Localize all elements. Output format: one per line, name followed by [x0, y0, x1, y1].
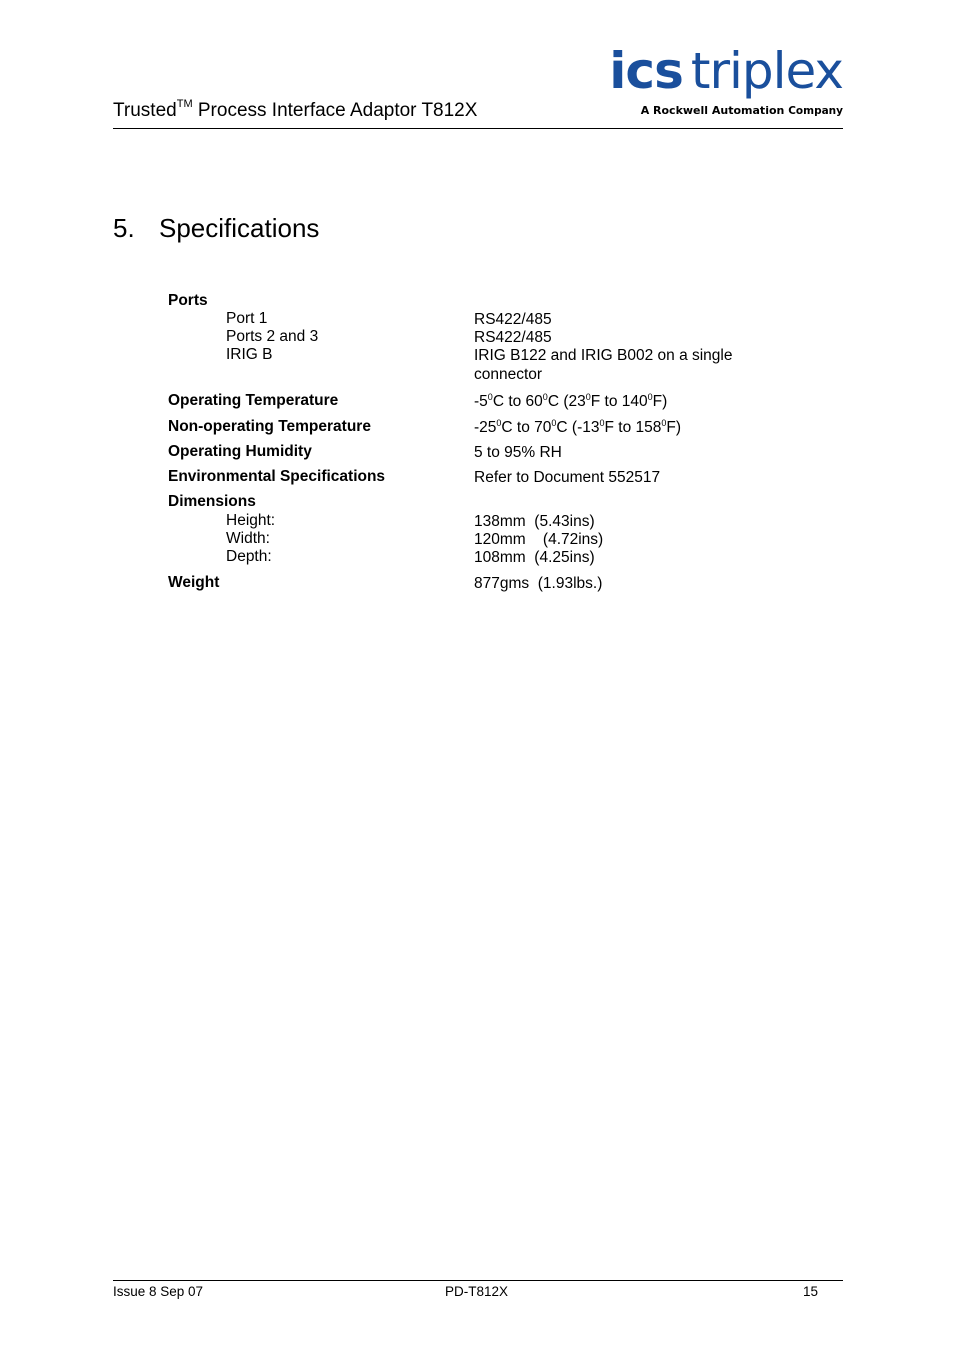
- spec-row-non-operating-temperature: [168, 418, 808, 443]
- footer-issue: Issue 8 Sep 07: [113, 1284, 204, 1299]
- section-title: Specifications: [159, 213, 320, 243]
- spec-row-port-1: [168, 310, 808, 328]
- spec-row-environmental: [168, 468, 808, 493]
- width-label: Width:: [226, 530, 270, 547]
- dimensions-heading-row: [168, 493, 808, 512]
- ports-2-3-value: RS422/485: [474, 329, 552, 346]
- document-title: [113, 100, 477, 122]
- weight-label: Weight: [168, 574, 220, 591]
- title-suffix: Process Interface Adaptor T812X: [192, 100, 478, 121]
- page-footer: [113, 1280, 843, 1303]
- depth-label: Depth:: [226, 548, 272, 565]
- degree-superscript: 0: [585, 392, 591, 402]
- logo-tagline-text: A Rockwell Automation: [640, 104, 785, 117]
- value-part: F): [666, 419, 682, 436]
- spec-row-ports-2-3: [168, 328, 808, 346]
- logo-tagline: [641, 104, 843, 117]
- degree-superscript: 0: [487, 392, 493, 402]
- value-part: C (-13: [556, 419, 600, 436]
- specifications-table: [168, 292, 808, 594]
- port-1-value: RS422/485: [474, 311, 552, 328]
- value-part: F): [652, 393, 668, 410]
- section-number: 5.: [113, 213, 135, 243]
- degree-superscript: 0: [599, 418, 605, 428]
- width-value: 120mm (4.72ins): [474, 531, 604, 548]
- spec-row-operating-temperature: [168, 392, 808, 418]
- depth-value: 108mm (4.25ins): [474, 549, 595, 566]
- degree-superscript: 0: [496, 418, 502, 428]
- spec-row-weight: [168, 574, 808, 594]
- title-prefix: Trusted: [113, 100, 177, 121]
- logo-wordmark: [609, 44, 843, 98]
- degree-superscript: 0: [661, 418, 667, 428]
- operating-temperature-value: [474, 392, 774, 411]
- value-part: C to 60: [492, 393, 543, 410]
- degree-superscript: 0: [542, 392, 548, 402]
- degree-superscript: 0: [551, 418, 557, 428]
- value-part: -25: [474, 419, 497, 436]
- spec-row-operating-humidity: [168, 443, 808, 468]
- logo-triplex: triplex: [690, 42, 843, 100]
- logo-tagline-company: Company: [788, 105, 843, 117]
- logo-ics: ics: [609, 42, 683, 100]
- value-part: C (23: [547, 393, 586, 410]
- irig-b-value: IRIG B122 and IRIG B002 on a single connector: [474, 347, 733, 383]
- non-operating-temperature-value: [474, 418, 774, 437]
- dimensions-label: Dimensions: [168, 493, 256, 510]
- weight-value: 877gms (1.93lbs.): [474, 575, 603, 592]
- spec-row-width: [168, 530, 808, 548]
- height-value: 138mm (5.43ins): [474, 513, 595, 530]
- irig-b-label: IRIG B: [226, 346, 273, 363]
- height-label: Height:: [226, 512, 276, 529]
- environmental-label: Environmental Specifications: [168, 468, 386, 485]
- trademark-mark: TM: [176, 98, 193, 110]
- page-header: [113, 40, 843, 129]
- spec-row-depth: [168, 548, 808, 574]
- operating-humidity-value: 5 to 95% RH: [474, 444, 562, 461]
- environmental-value: Refer to Document 552517: [474, 469, 661, 486]
- ports-label: Ports: [168, 292, 208, 309]
- value-part: F to 158: [604, 419, 662, 436]
- ics-triplex-logo: [611, 44, 843, 118]
- port-1-label: Port 1: [226, 310, 268, 327]
- value-part: F to 140: [590, 393, 648, 410]
- non-operating-temperature-label: Non-operating Temperature: [168, 418, 371, 435]
- spec-row-height: [168, 512, 808, 530]
- value-part: C to 70: [501, 419, 552, 436]
- ports-heading-row: [168, 292, 808, 310]
- value-part: -5: [474, 393, 488, 410]
- section-heading: [113, 213, 319, 244]
- ports-2-3-label: Ports 2 and 3: [226, 328, 319, 345]
- operating-humidity-label: Operating Humidity: [168, 443, 312, 460]
- operating-temperature-label: Operating Temperature: [168, 392, 339, 409]
- spec-row-irig-b: [168, 346, 808, 392]
- degree-superscript: 0: [647, 392, 653, 402]
- footer-doc-id: PD-T812X: [445, 1284, 509, 1299]
- footer-page-number: 15: [802, 1284, 818, 1299]
